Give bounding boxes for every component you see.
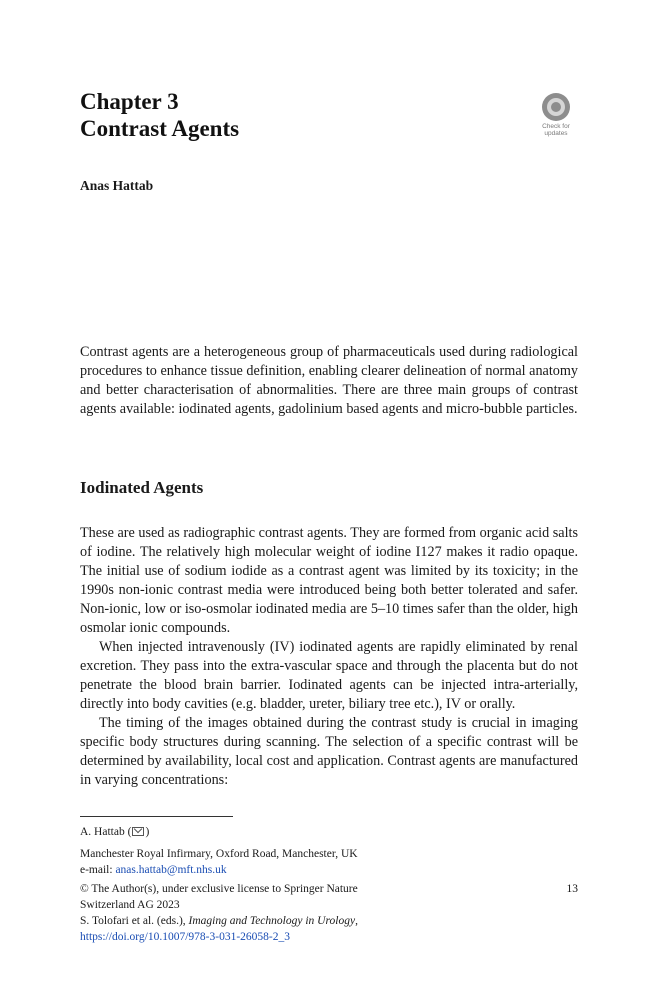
book-title: Imaging and Technology in Urology — [188, 915, 356, 927]
chapter-label: Chapter 3 — [80, 89, 179, 114]
citation-prefix: S. Tolofari et al. (eds.), — [80, 915, 186, 927]
author-name: Anas Hattab — [80, 178, 154, 193]
chapter-title: Contrast Agents — [80, 116, 240, 141]
citation-suffix: , — [355, 915, 358, 927]
envelope-icon — [132, 827, 144, 836]
copyright-line2: Switzerland AG 2023 — [80, 899, 180, 911]
badge-text — [542, 123, 570, 137]
footnote-author-line: A. Hattab ( ) — [80, 826, 150, 838]
doi-link[interactable]: https://doi.org/10.1007/978-3-031-26058-2_3 — [80, 931, 290, 943]
email-label: e-mail: — [80, 864, 113, 876]
check-for-updates-badge[interactable] — [537, 93, 575, 141]
copyright-block — [80, 881, 500, 945]
badge-line2: updates — [544, 130, 568, 137]
footnote-author: A. Hattab — [80, 826, 125, 838]
section-heading: Iodinated Agents — [80, 478, 204, 497]
paragraph: These are used as radiographic contrast agents. They are formed from organic acid salts of iodine. The relatively high molecular weight of iodine I127 makes it radio opaque. The initial use of sodium iodide as a contrast agent was limited by its toxicity; in the 1990s non-ionic contrast media were introduced being both better tolerated and safer. Non-ionic, low or iso-osmolar iodinated media are 5–10 times safer than the older, high osmolar ionic compounds. — [80, 525, 578, 636]
footnote-divider — [80, 816, 233, 817]
page-number: 13 — [566, 883, 578, 895]
abstract-text: Contrast agents are a heterogeneous group of pharmaceuticals used during radiological procedures to enhance tissue definition, enabling clearer delineation of normal anatomy and better characterisation of abnormalities. There are three main groups of contrast agents available: iodinated agents, gadolinium based agents and micro-bubble particles. — [80, 344, 578, 417]
section-body — [80, 524, 578, 790]
email-link[interactable]: anas.hattab@mft.nhs.uk — [115, 864, 227, 876]
chapter-heading — [80, 88, 500, 142]
email-line — [80, 862, 480, 878]
abstract — [80, 343, 578, 419]
author-footnote — [80, 824, 480, 878]
check-for-updates-icon — [542, 93, 570, 121]
affiliation: Manchester Royal Infirmary, Oxford Road, Manchester, UK — [80, 848, 358, 860]
citation-line — [80, 913, 500, 929]
badge-line1: Check for — [542, 123, 570, 130]
copyright-line1: © The Author(s), under exclusive license to Springer Nature — [80, 883, 358, 895]
paragraph: The timing of the images obtained during the contrast study is crucial in imaging specific body structures during scanning. The selection of a specific contrast will be determined by availability, local cost and application. Contrast agents are manufactured in varying concentrations: — [80, 715, 578, 788]
paragraph: When injected intravenously (IV) iodinated agents are rapidly eliminated by renal excretion. They pass into the extra-vascular space and through the placenta but do not penetrate the blood brain barrier. Iodinated agents can be injected intra-arterially, directly into body cavities (e.g. bladder, ureter, biliary tree etc.), IV or orally. — [80, 639, 578, 712]
